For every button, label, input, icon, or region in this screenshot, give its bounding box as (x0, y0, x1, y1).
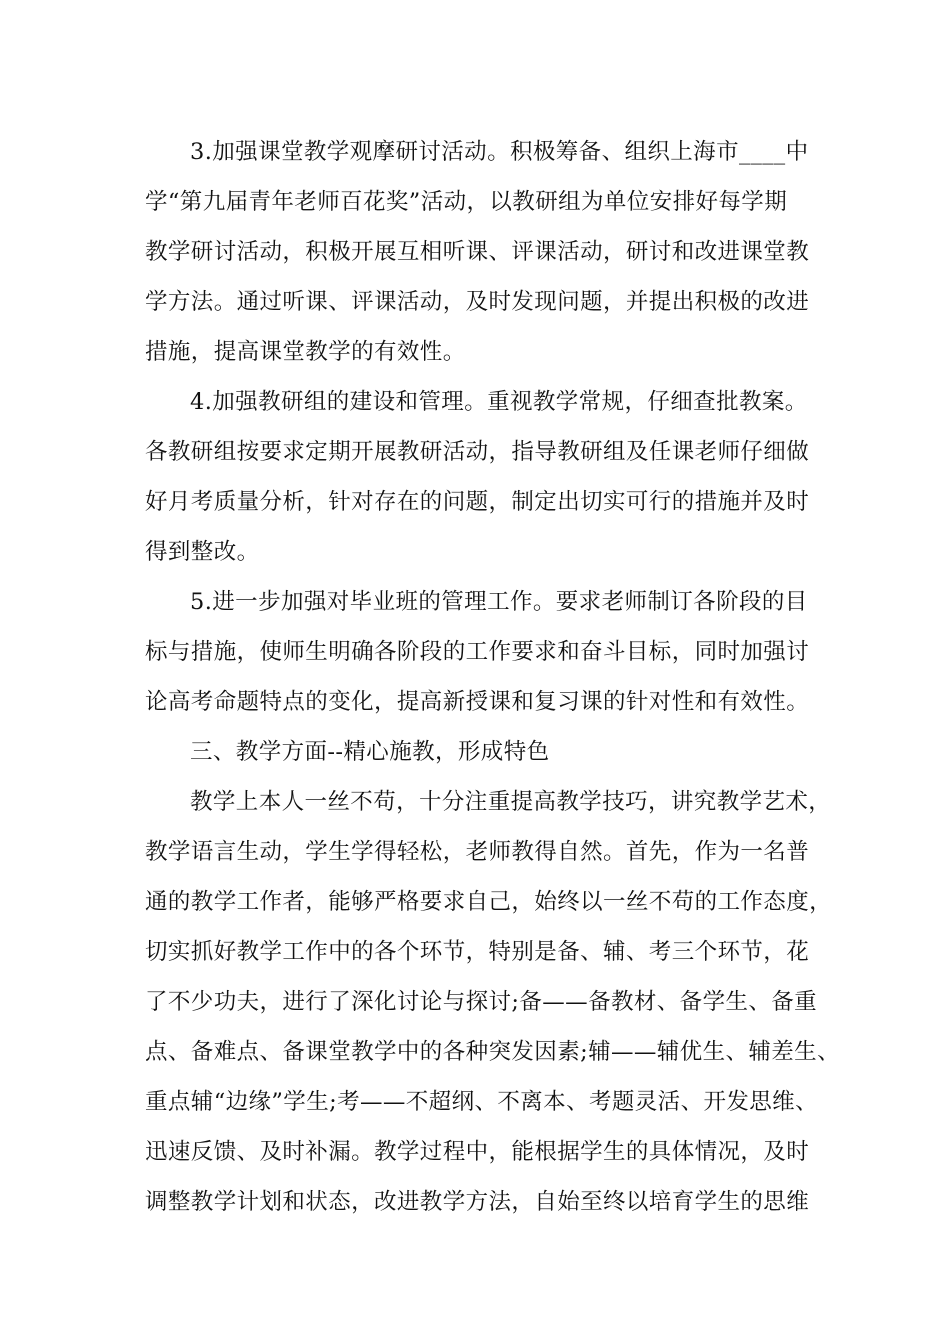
teaching-paragraph-line-5: 了不少功夫，进行了深化讨论与探讨;备——备教材、备学生、备重 (145, 989, 818, 1015)
teaching-paragraph-line-1: 教学上本人一丝不苟，十分注重提高教学技巧，讲究教学艺术， (190, 789, 832, 815)
teaching-paragraph-line-4: 切实抓好教学工作中的各个环节，特别是备、辅、考三个环节，花 (145, 939, 810, 965)
section-heading: 三、教学方面--精心施教，形成特色 (190, 739, 550, 765)
paragraph-3-line-2: 学“第九届青年老师百花奖”活动，以教研组为单位安排好每学期 (145, 189, 788, 215)
teaching-paragraph-line-7: 重点辅“边缘”学生;考——不超纲、不离本、考题灵活、开发思维、 (145, 1089, 818, 1115)
paragraph-4-line-1: 4.加强教研组的建设和管理。重视教学常规，仔细查批教案。 (190, 389, 808, 415)
teaching-paragraph-line-2: 教学语言生动，学生学得轻松，老师教得自然。首先，作为一名普 (145, 839, 810, 865)
paragraph-5-line-3: 论高考命题特点的变化，提高新授课和复习课的针对性和有效性。 (145, 689, 810, 715)
paragraph-4-line-3: 好月考质量分析，针对存在的问题，制定出切实可行的措施并及时 (145, 489, 810, 515)
paragraph-4-line-2: 各教研组按要求定期开展教研活动，指导教研组及任课老师仔细做 (145, 439, 810, 465)
paragraph-5-line-1: 5.进一步加强对毕业班的管理工作。要求老师制订各阶段的目 (190, 589, 808, 615)
paragraph-4-line-4: 得到整改。 (145, 539, 260, 565)
teaching-paragraph-line-6: 点、备难点、备课堂教学中的各种突发因素;辅——辅优生、辅差生、 (145, 1039, 840, 1065)
teaching-paragraph-line-8: 迅速反馈、及时补漏。教学过程中，能根据学生的具体情况，及时 (145, 1139, 810, 1165)
paragraph-3-line-3: 教学研讨活动，积极开展互相听课、评课活动，研讨和改进课堂教 (145, 239, 810, 265)
paragraph-5-line-2: 标与措施，使师生明确各阶段的工作要求和奋斗目标，同时加强讨 (145, 639, 810, 665)
teaching-paragraph-line-9: 调整教学计划和状态，改进教学方法，自始至终以培育学生的思维 (145, 1189, 810, 1215)
paragraph-3-line-4: 学方法。通过听课、评课活动，及时发现问题，并提出积极的改进 (145, 289, 810, 315)
paragraph-3-line-5: 措施，提高课堂教学的有效性。 (145, 339, 466, 365)
teaching-paragraph-line-3: 通的教学工作者，能够严格要求自己，始终以一丝不苟的工作态度， (145, 889, 833, 915)
paragraph-3-line-1: 3.加强课堂教学观摩研讨活动。积极筹备、组织上海市____中 (190, 139, 809, 165)
